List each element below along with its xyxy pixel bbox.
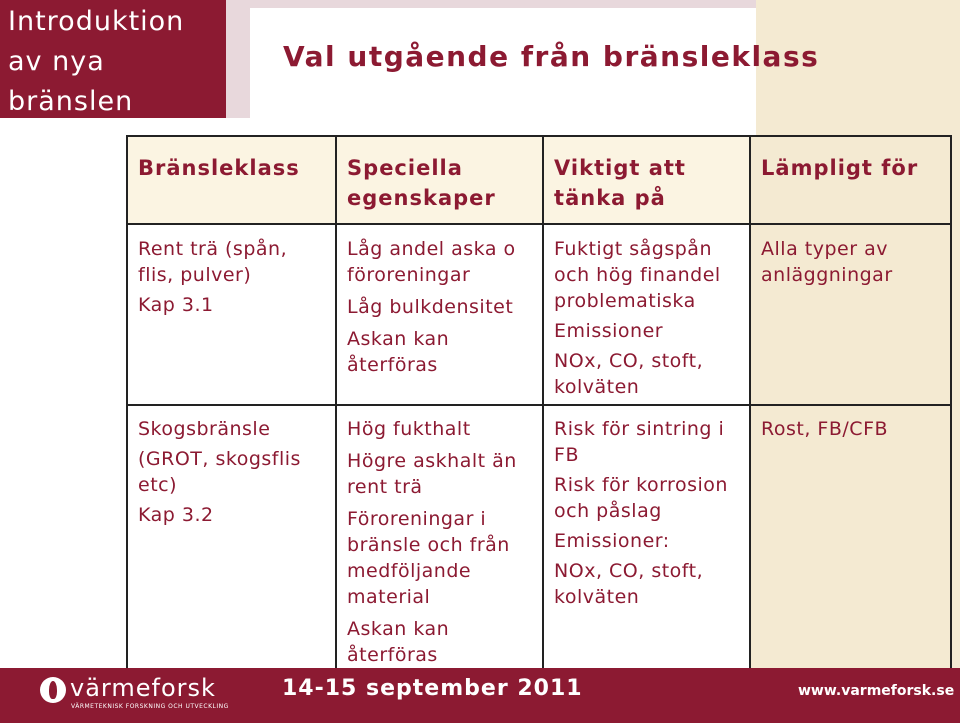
table-row xyxy=(127,405,951,675)
cell-text: Kap 3.1 xyxy=(138,294,214,316)
flame-icon xyxy=(49,681,57,699)
cell-text: NOx, CO, stoft, kolväten xyxy=(554,350,704,398)
header-cell-lampligt: Lämpligt för xyxy=(750,136,951,224)
cell-text: Emissioner xyxy=(554,320,664,342)
cell-klass xyxy=(127,224,336,405)
cell-text: Föroreningar i bränsle och från medföljande material xyxy=(347,508,510,608)
section-title: Introduktion av nya bränslen xyxy=(8,6,185,117)
cell-egenskaper xyxy=(336,405,543,675)
cell-lampligt xyxy=(750,405,951,675)
cell-text: Fuktigt sågspån och hög finandel problematiska xyxy=(554,238,721,312)
logo-text: värmeforsk xyxy=(70,674,216,702)
cell-viktigt xyxy=(543,405,750,675)
header-cell-klass: Bränsleklass xyxy=(127,136,336,224)
cell-text: Skogsbränsle xyxy=(138,418,271,440)
cell-text: Rost, FB/CFB xyxy=(761,418,889,440)
cell-text: Askan kan återföras xyxy=(347,328,450,376)
table-header-row xyxy=(127,136,951,224)
footer-url: www.varmeforsk.se xyxy=(798,683,955,699)
cell-text: Alla typer av anläggningar xyxy=(761,238,893,286)
cell-text: Askan kan återföras xyxy=(347,618,450,666)
cell-lampligt xyxy=(750,224,951,405)
logo-subtitle: VÄRMETEKNISK FORSKNING OCH UTVECKLING xyxy=(71,703,229,710)
cell-text: Låg bulkdensitet xyxy=(347,296,514,318)
cell-text: (GROT, skogsflis etc) xyxy=(138,448,301,496)
table-row xyxy=(127,224,951,405)
slide-title: Val utgående från bränsleklass xyxy=(283,40,820,73)
footer-date: 14-15 september 2011 xyxy=(282,676,583,701)
header-cell-viktigt: Viktigt att tänka på xyxy=(543,136,750,224)
cell-egenskaper xyxy=(336,224,543,405)
cell-text: Hög fukthalt xyxy=(347,418,471,440)
cell-text: Rent trä (spån, flis, pulver) xyxy=(138,238,288,286)
cell-text: Risk för korrosion och påslag xyxy=(554,474,728,522)
header-cell-egenskaper: Speciella egenskaper xyxy=(336,136,543,224)
cell-text: Högre askhalt än rent trä xyxy=(347,450,517,498)
side-title-panel xyxy=(0,0,226,118)
fuel-class-table xyxy=(126,135,952,676)
cell-text: Risk för sintring i FB xyxy=(554,418,725,466)
cell-text: Emissioner: xyxy=(554,530,670,552)
cell-text: Kap 3.2 xyxy=(138,504,214,526)
cell-klass xyxy=(127,405,336,675)
cell-viktigt xyxy=(543,224,750,405)
cell-text: NOx, CO, stoft, kolväten xyxy=(554,560,704,608)
cell-text: Låg andel aska o föroreningar xyxy=(347,238,516,286)
